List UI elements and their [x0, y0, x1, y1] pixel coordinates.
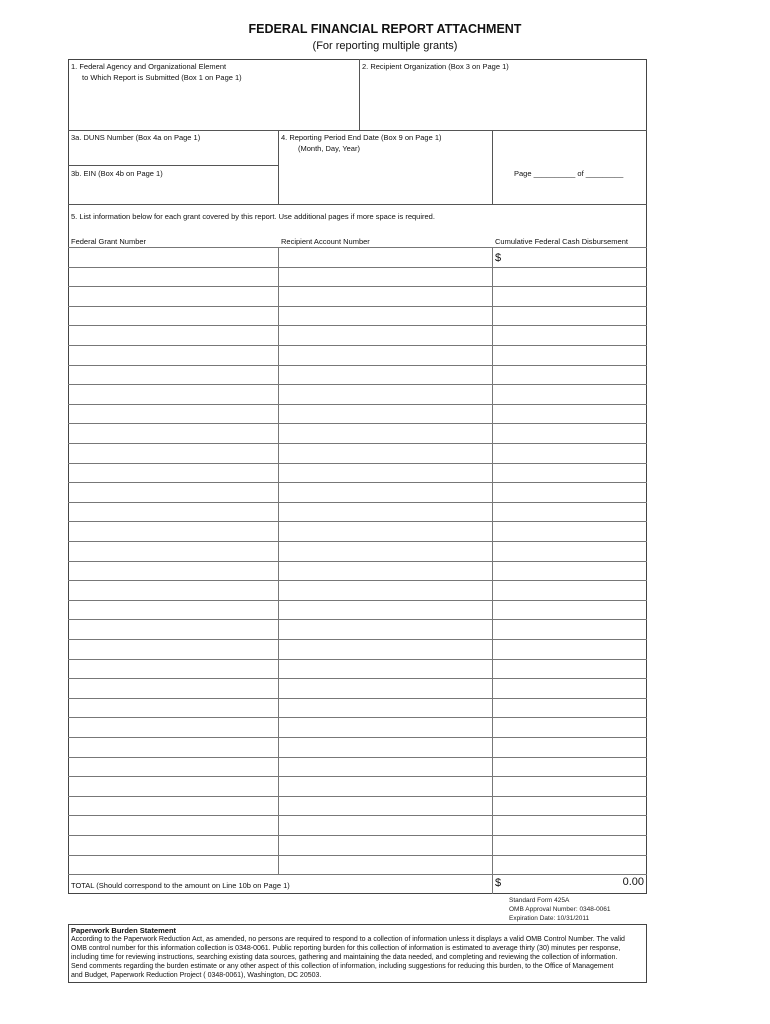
- table-row-line: [68, 286, 647, 287]
- table-row-line: [68, 698, 647, 699]
- table-row-line: [68, 619, 647, 620]
- table-row-line: [68, 384, 647, 385]
- table-row-line: [68, 796, 647, 797]
- burden-title: Paperwork Burden Statement: [71, 926, 177, 935]
- form-title: FEDERAL FINANCIAL REPORT ATTACHMENT: [248, 22, 522, 36]
- table-row-line: [68, 541, 647, 542]
- page-count-field[interactable]: Page __________ of _________: [514, 169, 624, 178]
- table-row-line: [68, 600, 647, 601]
- burden-line: including time for reviewing instructions, searching existing data sources, gathering and maintaining the data needed, and completing and reviewing the collection of information.: [71, 954, 618, 961]
- burden-line: OMB control number for this information collection is 0348-0061. Public reporting burden for this collection of information is estimated to average thirty (30) minutes per response,: [71, 945, 621, 952]
- table-row-line: [68, 855, 647, 856]
- table-row-line: [68, 717, 647, 718]
- box3b-label: 3b. EIN (Box 4b on Page 1): [71, 169, 163, 178]
- box2-label: 2. Recipient Organization (Box 3 on Page 1): [362, 62, 509, 71]
- divider: [68, 130, 647, 131]
- table-row-line: [68, 502, 647, 503]
- table-row-line: [68, 306, 647, 307]
- divider: [68, 165, 278, 166]
- box1-label: 1. Federal Agency and Organizational Element: [71, 62, 227, 71]
- table-row-line: [68, 267, 647, 268]
- table-row-line: [68, 874, 647, 875]
- table-row-line: [68, 659, 647, 660]
- expiration-date: Expiration Date: 10/31/2011: [509, 915, 590, 922]
- form-number: Standard Form 425A: [509, 897, 570, 904]
- table-row-line: [68, 580, 647, 581]
- divider: [492, 130, 493, 204]
- table-row-line: [68, 463, 647, 464]
- box5-instruction: 5. List information below for each grant covered by this report. Use additional pages if more space is required.: [71, 212, 435, 221]
- col-header-account: Recipient Account Number: [281, 237, 370, 246]
- table-row-line: [68, 247, 647, 248]
- total-currency: $: [495, 877, 502, 889]
- currency-symbol: $: [495, 252, 502, 264]
- total-label: TOTAL (Should correspond to the amount on Line 10b on Page 1): [71, 881, 290, 890]
- form-subtitle: (For reporting multiple grants): [312, 40, 458, 52]
- table-row-line: [68, 561, 647, 562]
- col-header-grant: Federal Grant Number: [71, 237, 147, 246]
- table-row-line: [68, 639, 647, 640]
- table-row-line: [68, 423, 647, 424]
- table-row-line: [68, 325, 647, 326]
- table-row-line: [68, 345, 647, 346]
- table-row-line: [68, 521, 647, 522]
- table-row-line: [68, 835, 647, 836]
- divider: [68, 204, 647, 205]
- table-row-line: [68, 737, 647, 738]
- burden-line: According to the Paperwork Reduction Act, as amended, no persons are required to respond to a collection of information unless it displays a valid OMB Control Number. The valid: [71, 936, 625, 943]
- divider: [359, 59, 360, 130]
- box4-label: 4. Reporting Period End Date (Box 9 on Page 1): [281, 133, 442, 142]
- divider: [278, 130, 279, 204]
- box3a-label: 3a. DUNS Number (Box 4a on Page 1): [71, 133, 201, 142]
- burden-statement: [68, 924, 647, 983]
- omb-number: OMB Approval Number: 0348-0061: [509, 906, 611, 913]
- form-frame: [68, 59, 647, 894]
- table-row-line: [68, 443, 647, 444]
- col-header-disbursement: Cumulative Federal Cash Disbursement: [495, 237, 628, 246]
- table-row-line: [68, 365, 647, 366]
- table-row-line: [68, 678, 647, 679]
- total-value[interactable]: 0.00: [622, 876, 644, 888]
- burden-line: and Budget, Paperwork Reduction Project ( 0348-0061), Washington, DC 20503.: [71, 972, 322, 979]
- table-row-line: [68, 776, 647, 777]
- table-row-line: [68, 757, 647, 758]
- box1-label-2: to Which Report is Submitted (Box 1 on Page 1): [82, 73, 242, 82]
- box4-label-2: (Month, Day, Year): [298, 144, 360, 153]
- table-row-line: [68, 482, 647, 483]
- table-row-line: [68, 404, 647, 405]
- burden-line: Send comments regarding the burden estimate or any other aspect of this collection of information, including suggestions for reducing this burden, to the Office of Management: [71, 963, 614, 970]
- table-row-line: [68, 815, 647, 816]
